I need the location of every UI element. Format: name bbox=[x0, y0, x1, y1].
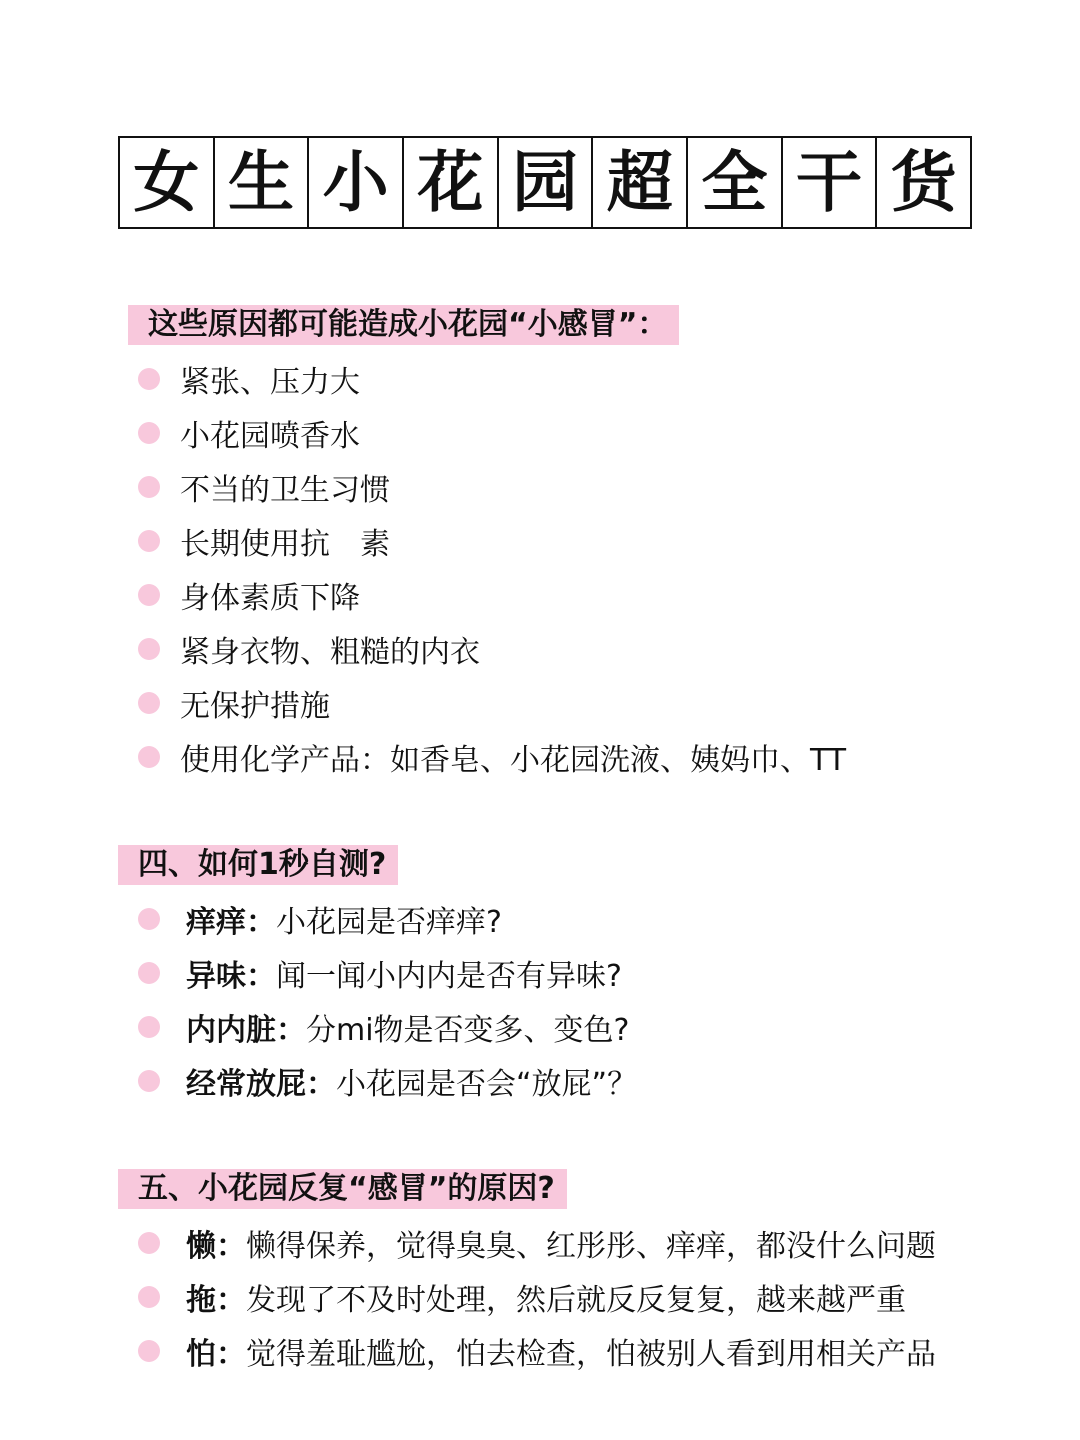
list-item bbox=[138, 352, 846, 406]
title-char: 超 bbox=[593, 138, 688, 227]
item-text: 长期使用抗 素 bbox=[180, 527, 390, 562]
item-text: 懒得保养，觉得臭臭、红彤彤、痒痒，都没什么问题 bbox=[246, 1229, 936, 1264]
item-term: 拖： bbox=[186, 1283, 246, 1318]
item-term: 痒痒： bbox=[186, 905, 276, 940]
item-term: 异味： bbox=[186, 959, 276, 994]
item-text: 小花园是否会“放屁”？ bbox=[336, 1067, 638, 1102]
list-item bbox=[138, 1000, 637, 1054]
bullet-dot-icon bbox=[138, 746, 160, 768]
bullet-dot-icon bbox=[138, 1286, 160, 1308]
item-text: 身体素质下降 bbox=[180, 581, 360, 616]
page-title bbox=[118, 136, 972, 229]
item-text: 觉得羞耻尴尬，怕去检查，怕被别人看到用相关产品 bbox=[246, 1337, 936, 1372]
bullet-dot-icon bbox=[138, 1070, 160, 1092]
bullet-dot-icon bbox=[138, 422, 160, 444]
item-text: 使用化学产品：如香皂、小花园洗液、姨妈巾、TT bbox=[180, 743, 847, 778]
list-item bbox=[138, 460, 846, 514]
title-char: 小 bbox=[309, 138, 404, 227]
causes-list bbox=[138, 352, 846, 784]
item-text: 小花园喷香水 bbox=[180, 419, 360, 454]
title-char: 女 bbox=[120, 138, 215, 227]
list-item bbox=[138, 406, 846, 460]
title-char: 生 bbox=[215, 138, 310, 227]
bullet-dot-icon bbox=[138, 1016, 160, 1038]
item-text: 分mi物是否变多、变色? bbox=[306, 1013, 630, 1048]
bullet-dot-icon bbox=[138, 476, 160, 498]
list-item bbox=[138, 676, 846, 730]
self-test-list bbox=[138, 892, 637, 1108]
list-item bbox=[138, 514, 846, 568]
list-item bbox=[138, 730, 846, 784]
section-heading-recurring-causes: 五、小花园反复“感冒”的原因? bbox=[118, 1169, 567, 1209]
bullet-dot-icon bbox=[138, 692, 160, 714]
title-char: 干 bbox=[783, 138, 878, 227]
item-text: 无保护措施 bbox=[180, 689, 330, 724]
list-item bbox=[138, 568, 846, 622]
item-term: 内内脏： bbox=[186, 1013, 306, 1048]
item-text: 发现了不及时处理，然后就反反复复，越来越严重 bbox=[246, 1283, 906, 1318]
list-item bbox=[138, 892, 637, 946]
item-text: 不当的卫生习惯 bbox=[180, 473, 390, 508]
item-text: 小花园是否痒痒? bbox=[276, 905, 502, 940]
title-char: 货 bbox=[890, 143, 957, 221]
list-item bbox=[138, 946, 637, 1000]
bullet-dot-icon bbox=[138, 1232, 160, 1254]
item-term: 经常放屁： bbox=[186, 1067, 336, 1102]
section-heading-self-test: 四、如何1秒自测? bbox=[118, 845, 398, 885]
list-item bbox=[138, 1054, 637, 1108]
bullet-dot-icon bbox=[138, 908, 160, 930]
bullet-dot-icon bbox=[138, 530, 160, 552]
recurring-causes-list bbox=[138, 1216, 936, 1378]
bullet-dot-icon bbox=[138, 1340, 160, 1362]
item-term: 怕： bbox=[186, 1337, 246, 1372]
list-item bbox=[138, 1270, 936, 1324]
bullet-dot-icon bbox=[138, 584, 160, 606]
list-item bbox=[138, 622, 846, 676]
list-item bbox=[138, 1324, 936, 1378]
title-char: 全 bbox=[688, 138, 783, 227]
bullet-dot-icon bbox=[138, 638, 160, 660]
bullet-dot-icon bbox=[138, 368, 160, 390]
title-char: 花 bbox=[404, 138, 499, 227]
item-text: 紧张、压力大 bbox=[180, 365, 360, 400]
section-heading-causes: 这些原因都可能造成小花园“小感冒”： bbox=[128, 305, 679, 345]
item-text: 闻一闻小内内是否有异味? bbox=[276, 959, 622, 994]
list-item bbox=[138, 1216, 936, 1270]
title-char: 园 bbox=[499, 138, 594, 227]
item-text: 紧身衣物、粗糙的内衣 bbox=[180, 635, 480, 670]
item-term: 懒： bbox=[186, 1229, 246, 1264]
bullet-dot-icon bbox=[138, 962, 160, 984]
